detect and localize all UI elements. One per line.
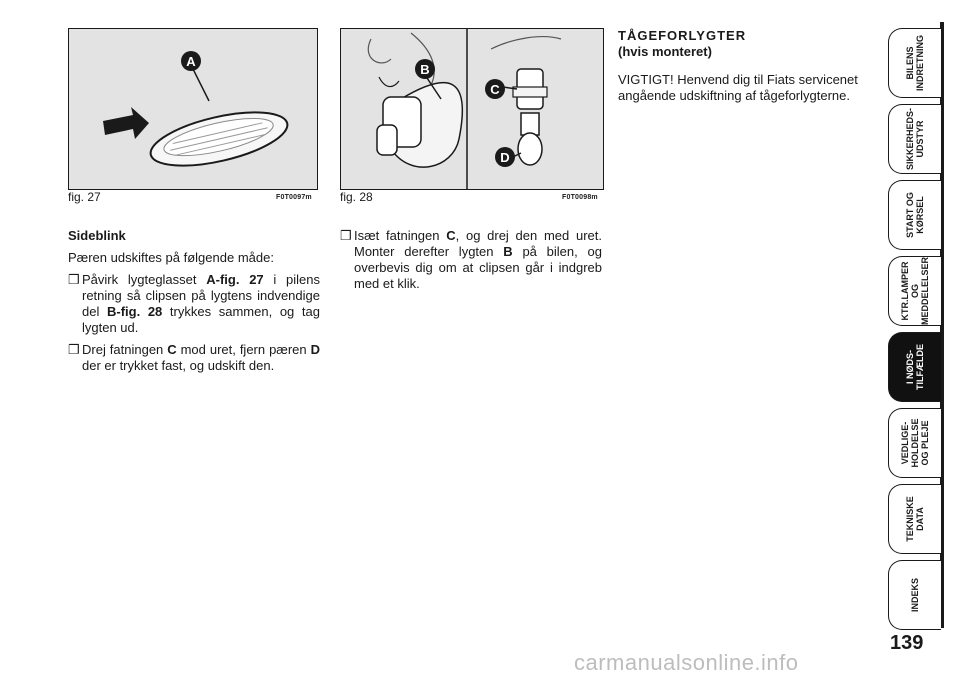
page-number: 139: [890, 632, 924, 654]
left-column: [68, 228, 320, 380]
fog-lights-subheading: (hvis monteret): [618, 44, 712, 59]
figure-27-caption: fig. 27: [68, 190, 101, 204]
tab-i-nodstilfaelde[interactable]: I NØDS- TILFÆLDE: [888, 332, 941, 402]
fog-lights-body: VIGTIGT! Henvend dig til Fiats servicenet angående udskiftning af tågeforlygterne.: [618, 72, 858, 103]
callout-label-c: C: [490, 82, 500, 97]
checkbox-bullet-icon: ❒: [68, 342, 80, 357]
tab-sikkerhedsudstyr[interactable]: SIKKERHEDS- UDSTYR: [888, 104, 941, 174]
middle-column: [340, 228, 602, 298]
intro-text: Pæren udskiftes på følgende måde:: [68, 250, 274, 265]
step-3: ❒ Isæt fatningen C, og drej den med uret. Monter derefter lygten B på bilen, og overbevis dig om at clipsen går i indgreb med et klik.: [340, 228, 602, 291]
figure-28-code: F0T0098m: [562, 194, 598, 201]
callout-label-a: A: [186, 54, 196, 69]
step-1: ❒ Påvirk lygteglasset A-fig. 27 i pilens retning så clipsen på lygtens indvendige del B-fig. 28 trykkes sammen, og tag lygten ud.: [68, 272, 320, 335]
socket-illustration: [341, 29, 603, 189]
tab-indeks[interactable]: INDEKS: [888, 560, 941, 630]
figure-27-code: F0T0097m: [276, 194, 312, 201]
tab-start-og-korsel[interactable]: START OG KØRSEL: [888, 180, 941, 250]
figure-28-caption: fig. 28: [340, 190, 373, 204]
tab-bilens-indretning[interactable]: BILENS INDRETNING: [888, 28, 941, 98]
checkbox-bullet-icon: ❒: [340, 228, 352, 243]
checkbox-bullet-icon: ❒: [68, 272, 80, 287]
figure-28: [340, 28, 604, 190]
section-title: Sideblink: [68, 228, 126, 243]
side-indicator-illustration: [69, 29, 317, 189]
callout-label-d: D: [500, 150, 510, 165]
figure-27: [68, 28, 318, 190]
callout-label-b: B: [420, 62, 430, 77]
right-column: [618, 28, 870, 104]
tab-vedligeholdelse[interactable]: VEDLIGE- HOLDELSE OG PLEJE: [888, 408, 941, 478]
tab-tekniske-data[interactable]: TEKNISKE DATA: [888, 484, 941, 554]
step-2: ❒ Drej fatningen C mod uret, fjern pæren D der er trykket fast, og udskift den.: [68, 342, 320, 373]
fog-lights-heading: TÅGEFORLYGTER: [618, 28, 747, 43]
watermark: carmanualsonline.info: [574, 650, 799, 675]
tab-kontrollamper[interactable]: KTR.LAMPER OG MEDDELELSER: [888, 256, 941, 326]
